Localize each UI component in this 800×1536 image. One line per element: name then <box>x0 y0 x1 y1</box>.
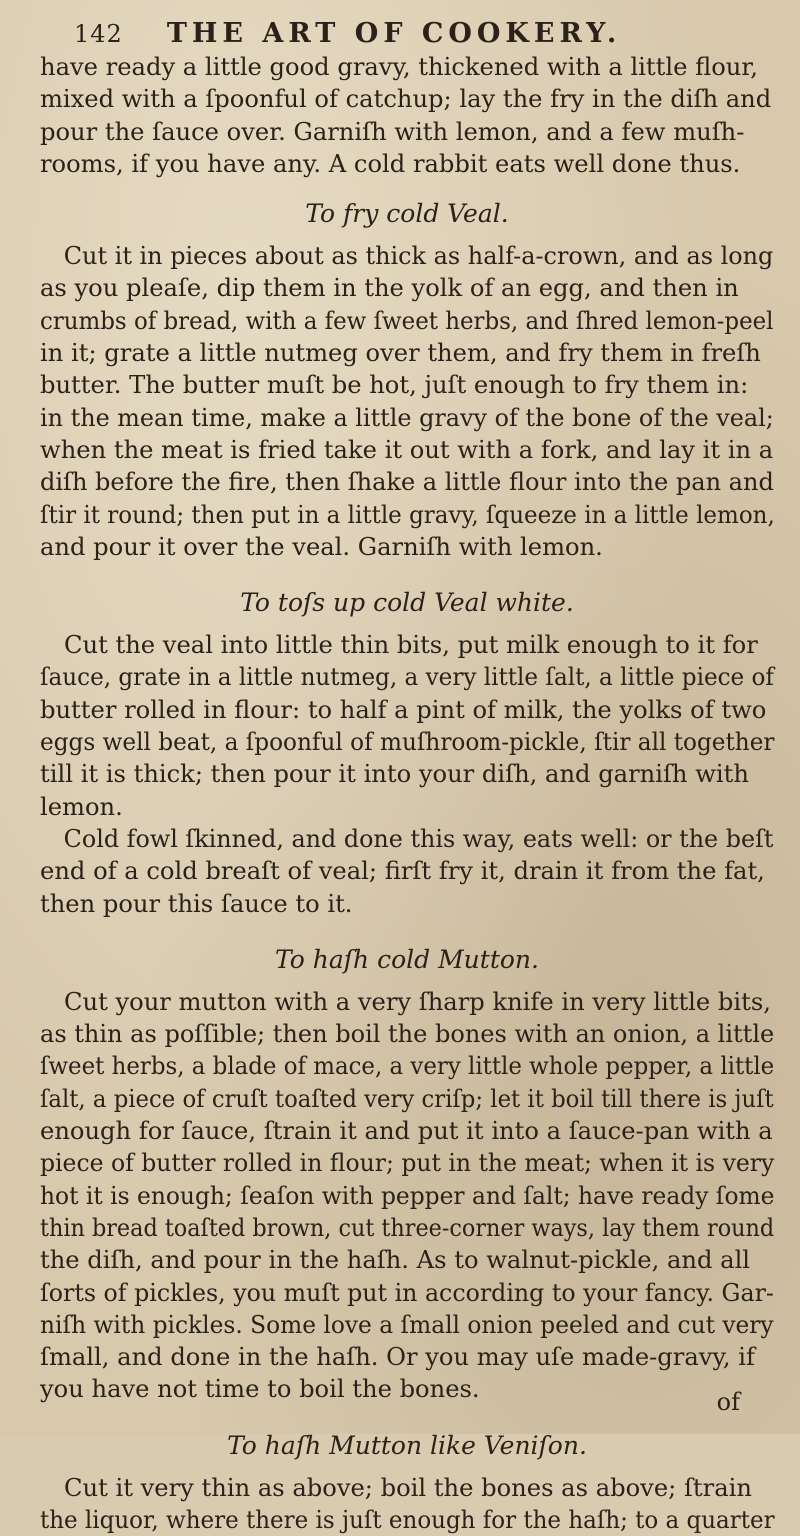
text-line: when the meat is fried take it out with a fork, and lay it in a <box>40 435 774 464</box>
section-body-toss-up-cold-veal <box>40 629 774 920</box>
text-line: end of a cold breaſt of veal; firſt fry it, drain it from the fat, <box>40 857 765 886</box>
text-line: butter rolled in flour: to half a pint of milk, the yolks of two <box>40 695 767 724</box>
text-line: mixed with a ſpoonful of catchup; lay the fry in the diſh and <box>40 85 772 114</box>
text-line: ſorts of pickles, you muſt put in according to your fancy. Gar- <box>40 1278 774 1307</box>
text-line: as you pleaſe, dip them in the yolk of an egg, and then in <box>40 274 739 303</box>
section-title-hash-mutton-like-venison: To haſh Mutton like Veniſon. <box>227 1430 587 1460</box>
text-line: in the mean time, make a little gravy of the bone of the veal; <box>40 403 774 432</box>
text-line: enough for ſauce, ſtrain it and put it into a ſauce-pan with a <box>40 1117 773 1146</box>
text-line: crumbs of bread, with a few ſweet herbs, and ſhred lemon-peel <box>40 306 774 335</box>
section-title-toss-up-cold-veal: To toſs up cold Veal white. <box>240 588 574 618</box>
catchword: of <box>716 1388 740 1416</box>
text-line: and pour it over the veal. Garniſh with lemon. <box>40 532 603 561</box>
text-line: Cold fowl ſkinned, and done this way, eats well: or the beſt <box>63 824 774 853</box>
text-line: have ready a little good gravy, thickened with a little flour, <box>40 53 758 81</box>
text-line: hot it is enough; ſeaſon with pepper and ſalt; have ready ſome <box>40 1181 775 1210</box>
text-line: ſauce, grate in a little nutmeg, a very little ſalt, a little piece of <box>40 663 774 692</box>
section-body-hash-cold-mutton <box>40 986 774 1406</box>
text-line: Cut it very thin as above; boil the bones as above; ſtrain <box>64 1473 752 1502</box>
text-line: pour the ſauce over. Garniſh with lemon, and a few muſh- <box>40 117 745 146</box>
page-number: 142 <box>74 20 123 48</box>
page-header <box>74 18 774 49</box>
text-line: rooms, if you have any. A cold rabbit eats well done thus. <box>40 149 741 178</box>
text-line: ſmall, and done in the haſh. Or you may uſe made-gravy, if <box>40 1343 755 1372</box>
text-line: butter. The butter muſt be hot, juſt enough to fry them in: <box>40 371 749 400</box>
text-line: you have not time to boil the bones. <box>40 1375 480 1404</box>
text-line: Cut it in pieces about as thick as half-a-crown, and as long <box>63 242 774 271</box>
text-line: ſtir it round; then put in a little gravy, ſqueeze in a little lemon, <box>40 500 775 529</box>
text-line: the liquor, where there is juſt enough for the haſh; to a quarter <box>40 1505 775 1534</box>
text-line: till it is thick; then pour it into your diſh, and garniſh with <box>40 760 749 789</box>
section-body-fry-cold-veal <box>40 240 774 563</box>
text-line: eggs well beat, a ſpoonful of muſhroom-pickle, ſtir all together <box>40 728 775 757</box>
section-title-hash-cold-mutton: To haſh cold Mutton. <box>275 944 539 974</box>
text-line: ſweet herbs, a blade of mace, a very little whole pepper, a little <box>40 1052 775 1081</box>
intro-paragraph <box>40 51 774 180</box>
text-line: lemon. <box>40 792 123 821</box>
text-line: thin bread toaſted brown, cut three-corner ways, lay them round <box>40 1213 775 1242</box>
text-line: as thin as poſſible; then boil the bones with an onion, a little <box>40 1020 775 1049</box>
running-title: THE ART OF COOKERY. <box>166 18 622 49</box>
text-line: in it; grate a little nutmeg over them, and fry them in freſh <box>40 339 761 368</box>
text-line: then pour this ſauce to it. <box>40 889 353 918</box>
section-title-fry-cold-veal: To fry cold Veal. <box>305 199 509 229</box>
text-line: diſh before the fire, then ſhake a little flour into the pan and <box>40 468 774 497</box>
text-line: piece of butter rolled in flour; put in the meat; when it is very <box>40 1149 775 1178</box>
section-body-hash-mutton-like-venison <box>40 1472 774 1536</box>
text-line: ſalt, a piece of cruſt toaſted very criſp; let it boil till there is juſt <box>40 1084 774 1113</box>
text-line: niſh with pickles. Some love a ſmall onion peeled and cut very <box>40 1310 774 1339</box>
text-line: the diſh, and pour in the haſh. As to walnut-pickle, and all <box>40 1246 751 1275</box>
text-line: Cut the veal into little thin bits, put milk enough to it for <box>64 631 758 660</box>
text-line: Cut your mutton with a very ſharp knife in very little bits, <box>64 987 771 1016</box>
